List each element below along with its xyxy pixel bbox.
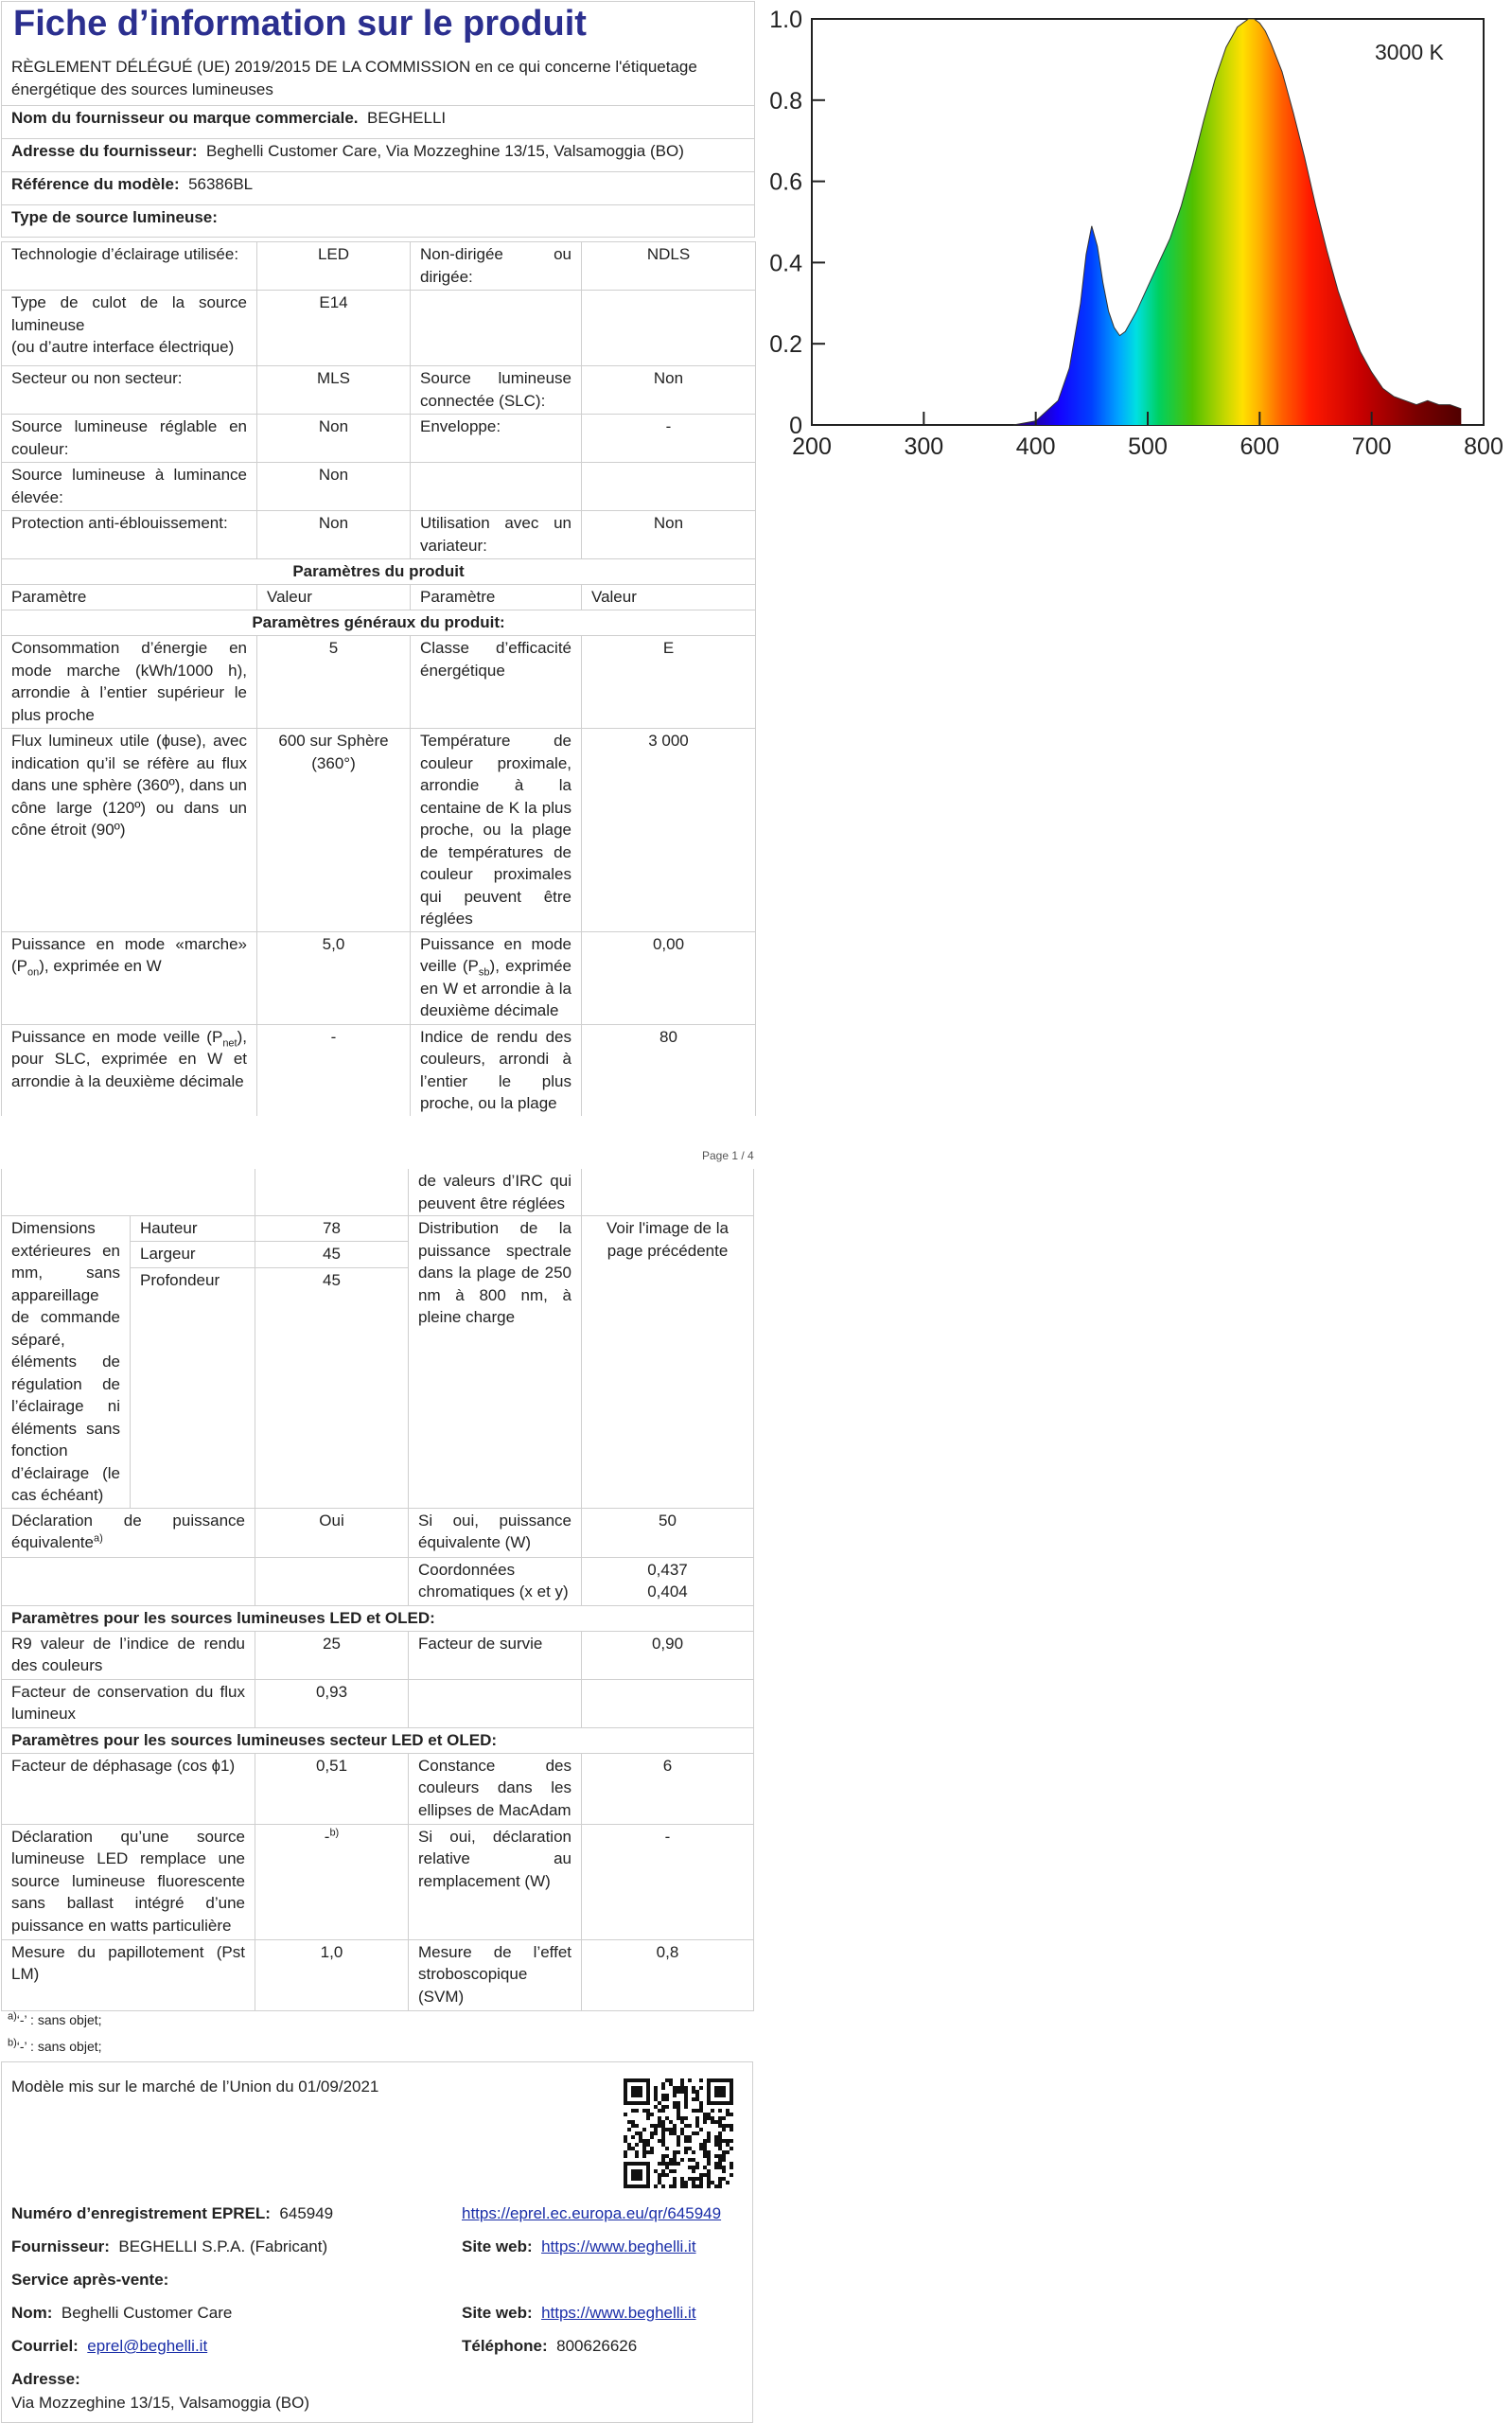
net-text-end: ), pour SLC, exprimée en W et arrondie à la deuxième décimale xyxy=(11,1027,247,1090)
standby-text: Puissance en mode veille (P xyxy=(420,934,571,975)
cell-envelope-label: Enveloppe: xyxy=(411,415,582,463)
cell-svm-label: Mesure de l’effet stroboscopique (SVM) xyxy=(409,1939,582,2010)
col-header-param: Paramètre xyxy=(2,585,257,610)
y-tick-label: 0.4 xyxy=(769,250,802,277)
cell-cri-value: 80 xyxy=(582,1024,756,1116)
cell-tunable-value: Non xyxy=(257,415,411,463)
phone-value: 800626626 xyxy=(556,2337,638,2355)
website-link[interactable]: https://www.beghelli.it xyxy=(541,2237,696,2255)
cell-dimmer-label: Utilisation avec un variateur: xyxy=(411,511,582,559)
cell-standby-label xyxy=(411,931,582,1024)
email-row xyxy=(11,2337,207,2356)
cell-depth-label: Profondeur xyxy=(131,1267,255,1508)
footnote-b-text: ‘-’ : sans objet; xyxy=(16,2039,102,2054)
on-power-sub: on xyxy=(27,966,40,979)
col-header-value: Valeur xyxy=(257,585,411,610)
cell-empty xyxy=(582,1679,754,1727)
cell-mains-value: MLS xyxy=(257,366,411,415)
cell-equivalent-label xyxy=(2,1508,255,1557)
header-box xyxy=(1,1,755,106)
supplier-table xyxy=(1,105,755,238)
footnote-a-mark: a) xyxy=(8,2010,17,2023)
chroma-x: 0,437 xyxy=(647,1560,688,1579)
cell-cos-value: 0,51 xyxy=(255,1753,409,1824)
cell-mains-label: Secteur ou non secteur: xyxy=(2,366,257,415)
cell-connected-value: Non xyxy=(582,366,756,415)
address-value: Via Mozzeghine 13/15, Valsamoggia (BO) xyxy=(11,2394,309,2412)
cell-flicker-value: 1,0 xyxy=(255,1939,409,2010)
equivalent-text: Déclaration de puissance équivalente xyxy=(11,1511,245,1551)
cell-replacement-label: Déclaration qu’une source lumineuse LED remplace une source lumineuse fluorescente sans ballast intégré d’une puissance en watts particulière xyxy=(2,1824,255,1939)
cell-spd-value: Voir l'image de la page précédente xyxy=(582,1216,754,1509)
y-tick-label: 0 xyxy=(789,413,802,439)
y-tick-label: 1.0 xyxy=(769,7,802,33)
net-sub: net xyxy=(222,1036,237,1049)
email-link[interactable]: eprel@beghelli.it xyxy=(87,2337,208,2355)
cell-flicker-label: Mesure du papillotement (Pst LM) xyxy=(2,1939,255,2010)
cell-cri-label: Indice de rendu des couleurs, arrondi à l’entier le plus proche, ou la plage xyxy=(411,1024,582,1116)
cell-energy-value: 5 xyxy=(257,636,411,729)
service-heading: Service après-vente: xyxy=(11,2271,169,2289)
cell-replacement-value xyxy=(255,1824,409,1939)
service-website-label: Site web: xyxy=(462,2304,533,2322)
cell-survival-label: Facteur de survie xyxy=(409,1631,582,1679)
cell-dimensions-label: Dimensions extérieures en mm, sans appareillage de commande séparé, éléments de régulation de l’éclairage ni éléments sans fonction d’éclairage (le cas échéant) xyxy=(2,1216,131,1509)
cell-equivalent-w-value: 50 xyxy=(582,1508,754,1557)
cell-directional-value: NDLS xyxy=(582,242,756,291)
cell-directional-label: Non-dirigée ou dirigée: xyxy=(411,242,582,291)
service-name-label: Nom: xyxy=(11,2304,53,2322)
eprel-value: 645949 xyxy=(279,2204,334,2222)
product-table-1 xyxy=(1,241,756,1116)
cell-on-power-value: 5,0 xyxy=(257,931,411,1024)
cell-empty xyxy=(409,1679,582,1727)
regulation-text: RÈGLEMENT DÉLÉGUÉ (UE) 2019/2015 DE LA COMMISSION en ce qui concerne l'étiquetage énergétique des sources lumineuses xyxy=(11,58,697,98)
cell-width-label: Largeur xyxy=(131,1242,255,1267)
supplier-name-label: Nom du fournisseur ou marque commerciale. xyxy=(11,109,359,127)
x-tick-label: 600 xyxy=(1239,433,1280,460)
x-tick-label: 500 xyxy=(1128,433,1168,460)
cell-on-power-label xyxy=(2,931,257,1024)
chroma-y: 0,404 xyxy=(647,1583,688,1601)
cell-cap-label xyxy=(2,291,257,366)
spectrum-chart xyxy=(757,0,1512,473)
equivalent-sup: a) xyxy=(93,1532,103,1545)
cell-chroma-value xyxy=(582,1557,754,1605)
cell-height-label: Hauteur xyxy=(131,1216,255,1242)
on-power-text-end: ), exprimée en W xyxy=(39,957,162,975)
cell-cap-value: E14 xyxy=(257,291,411,366)
cell-r9-label: R9 valeur de l’indice de rendu des couleurs xyxy=(2,1631,255,1679)
supplier-address-label: Adresse du fournisseur: xyxy=(11,142,198,160)
spectrum-svg xyxy=(757,0,1512,473)
cell-networked-standby-value: - xyxy=(257,1024,411,1116)
general-params-heading: Paramètres généraux du produit: xyxy=(2,610,756,636)
y-tick-label: 0.2 xyxy=(769,331,802,359)
col-header-param: Paramètre xyxy=(411,585,582,610)
net-text: Puissance en mode veille (P xyxy=(11,1027,223,1046)
email-label: Courriel: xyxy=(11,2337,79,2355)
cap-label-line2: (ou d’autre interface électrique) xyxy=(11,338,235,356)
cell-flux-label: Flux lumineux utile (ɸuse), avec indication qu’il se réfère au flux dans une sphère (360º), dans un cône large (120º) ou dans un cône étroit (90º) xyxy=(2,729,257,932)
led-params-heading: Paramètres pour les sources lumineuses LED et OLED: xyxy=(2,1605,754,1631)
cell-empty xyxy=(255,1557,409,1605)
cell-cct-label: Température de couleur proximale, arrondie à la centaine de K la plus proche, ou la plage de températures de couleur proximales qui peuvent être réglées xyxy=(411,729,582,932)
cell-equivalent-value: Oui xyxy=(255,1508,409,1557)
footnote-b-mark: b) xyxy=(8,2037,17,2049)
cell-macadam-value: 6 xyxy=(582,1753,754,1824)
service-website-link[interactable]: https://www.beghelli.it xyxy=(541,2304,696,2322)
cell-empty xyxy=(411,291,582,366)
replacement-sup: b) xyxy=(329,1826,340,1838)
cell-height-value: 78 xyxy=(255,1216,409,1242)
x-tick-label: 800 xyxy=(1464,433,1503,460)
page-number: Page 1 / 4 xyxy=(702,1149,754,1162)
service-website-row xyxy=(462,2304,696,2323)
cell-glare-value: Non xyxy=(257,511,411,559)
x-tick-label: 300 xyxy=(904,433,944,460)
cell-envelope-value: - xyxy=(582,415,756,463)
supplier-address-value: Beghelli Customer Care, Via Mozzeghine 13/15, Valsamoggia (BO) xyxy=(205,142,684,160)
cell-survival-value: 0,90 xyxy=(582,1631,754,1679)
cct-annotation: 3000 K xyxy=(1375,40,1444,64)
cell-cri-continuation: de valeurs d’IRC qui peuvent être réglées xyxy=(409,1169,582,1216)
cell-dimmer-value: Non xyxy=(582,511,756,559)
eprel-row xyxy=(11,2204,333,2223)
cell-macadam-label: Constance des couleurs dans les ellipses de MacAdam xyxy=(409,1753,582,1824)
cell-glare-label: Protection anti-éblouissement: xyxy=(2,511,257,559)
cell-width-value: 45 xyxy=(255,1242,409,1267)
cell-technology-label: Technologie d’éclairage utilisée: xyxy=(2,242,257,291)
product-params-heading: Paramètres du produit xyxy=(2,559,756,585)
standby-sub: sb xyxy=(478,966,490,979)
footer-box xyxy=(1,2061,753,2423)
replacement-dash: - xyxy=(324,1827,330,1846)
cell-technology-value: LED xyxy=(257,242,411,291)
page-title: Fiche d’information sur le produit xyxy=(13,4,587,44)
cell-empty xyxy=(582,463,756,511)
cell-depth-value: 45 xyxy=(255,1267,409,1508)
cell-spd-label: Distribution de la puissance spectrale dans la plage de 250 nm à 800 nm, à pleine charge xyxy=(409,1216,582,1509)
cell-efficiency-class-value: E xyxy=(582,636,756,729)
eprel-link[interactable]: https://eprel.ec.europa.eu/qr/645949 xyxy=(462,2204,722,2222)
cell-networked-standby-label xyxy=(2,1024,257,1116)
supplier-row xyxy=(11,2237,327,2256)
cell-empty xyxy=(411,463,582,511)
cell-chroma-label: Coordonnées chromatiques (x et y) xyxy=(409,1557,582,1605)
cell-high-luminance-value: Non xyxy=(257,463,411,511)
website-row xyxy=(462,2237,696,2256)
cell-standby-value: 0,00 xyxy=(582,931,756,1024)
on-power-text: Puissance en mode «marche» (P xyxy=(11,934,247,975)
footnote-b xyxy=(8,2039,102,2054)
model-row xyxy=(2,172,755,205)
cell-svm-value: 0,8 xyxy=(582,1939,754,2010)
supplier-name-row xyxy=(2,106,755,139)
cell-lumen-maint-value: 0,93 xyxy=(255,1679,409,1727)
y-tick-label: 0.8 xyxy=(769,87,802,115)
col-header-value: Valeur xyxy=(582,585,756,610)
product-table-2 xyxy=(1,1169,754,2011)
cap-label-line1: Type de culot de la source lumineuse xyxy=(11,293,247,334)
supplier-address-row xyxy=(2,139,755,172)
y-tick-label: 0.6 xyxy=(769,168,802,196)
service-name-row xyxy=(11,2304,232,2323)
cell-empty xyxy=(582,1169,754,1216)
model-value: 56386BL xyxy=(188,175,254,193)
cell-tunable-label: Source lumineuse réglable en couleur: xyxy=(2,415,257,463)
cell-flux-value: 600 sur Sphère (360°) xyxy=(257,729,411,932)
cell-empty xyxy=(2,1557,255,1605)
qr-code-icon xyxy=(624,2078,733,2188)
cell-cos-label: Facteur de déphasage (cos ɸ1) xyxy=(2,1753,255,1824)
fournisseur-label: Fournisseur: xyxy=(11,2237,110,2255)
mains-led-params-heading: Paramètres pour les sources lumineuses secteur LED et OLED: xyxy=(2,1727,754,1753)
footnote-a xyxy=(8,2012,102,2027)
fournisseur-value: BEGHELLI S.P.A. (Fabricant) xyxy=(118,2237,328,2255)
website-label: Site web: xyxy=(462,2237,533,2255)
supplier-name-value: BEGHELLI xyxy=(366,109,447,127)
phone-row xyxy=(462,2337,637,2356)
x-tick-label: 700 xyxy=(1351,433,1392,460)
light-source-type-heading: Type de source lumineuse: xyxy=(2,205,755,238)
x-tick-label: 400 xyxy=(1015,433,1056,460)
cell-empty xyxy=(2,1169,255,1216)
address-label: Adresse: xyxy=(11,2370,80,2388)
standby-text-end: ), exprimée en W et arrondie à la deuxième décimale xyxy=(420,957,571,1019)
spectrum-area xyxy=(1013,19,1461,425)
model-label: Référence du modèle: xyxy=(11,175,180,193)
market-date: Modèle mis sur le marché de l’Union du 01/09/2021 xyxy=(11,2078,379,2096)
service-name-value: Beghelli Customer Care xyxy=(61,2304,233,2322)
cell-empty xyxy=(255,1169,409,1216)
cell-lumen-maint-label: Facteur de conservation du flux lumineux xyxy=(2,1679,255,1727)
cell-energy-label: Consommation d’énergie en mode marche (kWh/1000 h), arrondie à l’entier supérieur le plus proche xyxy=(2,636,257,729)
cell-equivalent-w-label: Si oui, puissance équivalente (W) xyxy=(409,1508,582,1557)
cell-replacement-w-label: Si oui, déclaration relative au remplacement (W) xyxy=(409,1824,582,1939)
cell-cct-value: 3 000 xyxy=(582,729,756,932)
cell-high-luminance-label: Source lumineuse à luminance élevée: xyxy=(2,463,257,511)
phone-label: Téléphone: xyxy=(462,2337,548,2355)
cell-r9-value: 25 xyxy=(255,1631,409,1679)
cell-replacement-w-value: - xyxy=(582,1824,754,1939)
x-tick-label: 200 xyxy=(792,433,832,460)
cell-empty xyxy=(582,291,756,366)
eprel-label: Numéro d’enregistrement EPREL: xyxy=(11,2204,271,2222)
footnote-a-text: ‘-’ : sans objet; xyxy=(16,2012,102,2027)
cell-connected-label: Source lumineuse connectée (SLC): xyxy=(411,366,582,415)
cell-efficiency-class-label: Classe d’efficacité énergétique xyxy=(411,636,582,729)
